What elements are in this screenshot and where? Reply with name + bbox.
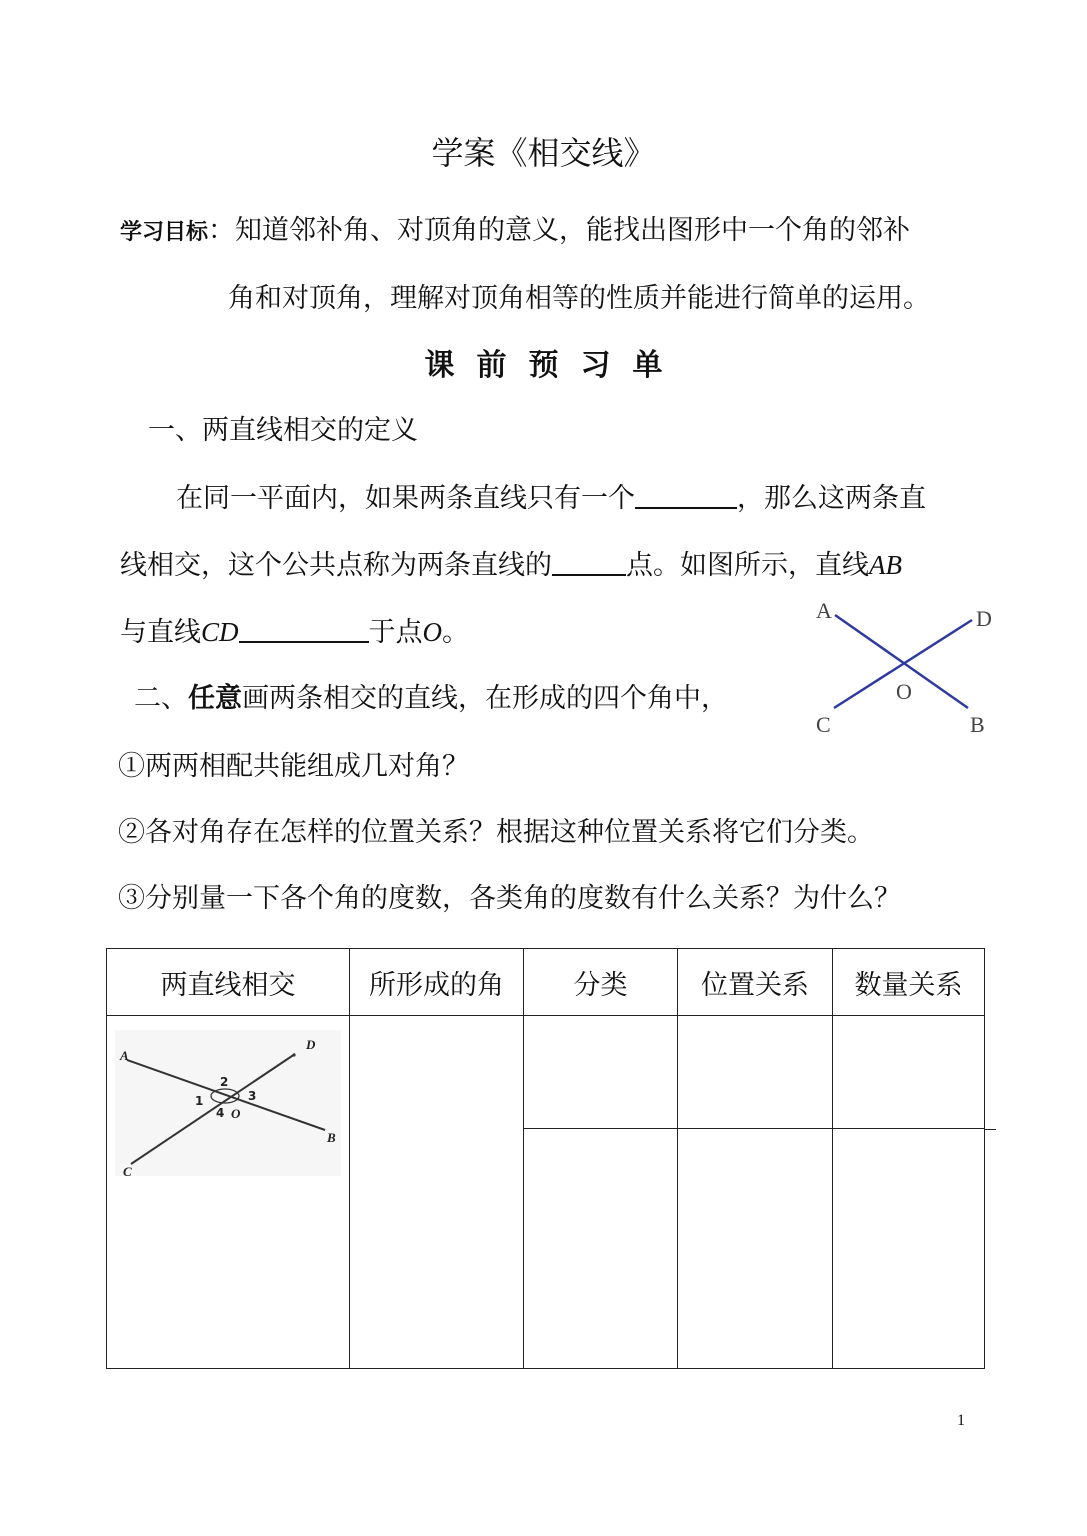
definition-text-1a: 在同一平面内，如果两条直线只有一个 <box>176 483 635 514</box>
page-number: 1 <box>957 1412 965 1429</box>
objective-line-1 <box>120 208 910 247</box>
question-3: ③分别量一下各个角的度数，各类角的度数有什么关系？为什么？ <box>118 883 901 914</box>
blank-3[interactable] <box>239 615 369 643</box>
quantity-relation-cell-2[interactable] <box>833 1129 985 1369</box>
objective-text-1: 知道邻补角、对顶角的意义，能找出图形中一个角的邻补 <box>235 215 911 246</box>
angles-diagram <box>107 1024 347 1184</box>
table-row <box>107 1016 985 1129</box>
section-1-heading: 一、两直线相交的定义 <box>148 415 418 446</box>
figure-label-c: C <box>816 712 831 737</box>
diagram-label-d: D <box>306 1037 316 1052</box>
position-relation-cell-2[interactable] <box>678 1129 833 1369</box>
position-relation-cell-1[interactable] <box>678 1016 833 1129</box>
section-2-prefix: 二、 <box>134 683 188 714</box>
diagram-label-b: B <box>327 1130 336 1145</box>
figure-label-a: A <box>816 598 832 623</box>
diagram-label-c: C <box>123 1164 132 1179</box>
blank-2[interactable] <box>552 548 626 576</box>
objective-colon: ： <box>208 215 236 246</box>
table-line-overhang <box>985 1129 996 1130</box>
line-cd-label: CD <box>201 617 239 647</box>
angles-table <box>106 948 985 1369</box>
section-2-text: 画两条相交的直线，在形成的四个角中， <box>242 683 728 714</box>
definition-text-3a: 与直线 <box>120 617 201 648</box>
objective-text-2: 角和对顶角，理解对顶角相等的性质并能进行简单的运用。 <box>228 283 930 314</box>
header-position-relation: 位置关系 <box>678 949 833 1016</box>
definition-line-1 <box>176 476 926 515</box>
definition-line-2 <box>120 543 902 582</box>
diagram-label-a: A <box>120 1048 129 1063</box>
question-2: ②各对角存在怎样的位置关系？根据这种位置关系将它们分类。 <box>118 817 874 848</box>
quantity-relation-cell-1[interactable] <box>833 1016 985 1129</box>
diagram-angle-4: 4 <box>216 1106 225 1120</box>
diagram-angle-2: 2 <box>220 1075 229 1089</box>
question-1: ①两两相配共能组成几对角？ <box>118 751 469 782</box>
section-2-heading <box>134 676 728 715</box>
figure-label-o: O <box>896 679 912 704</box>
objective-label: 学习目标 <box>120 220 209 245</box>
intersecting-lines-figure <box>800 590 1000 740</box>
header-angles-formed: 所形成的角 <box>350 949 524 1016</box>
definition-text-3b: 于点 <box>368 617 423 648</box>
definition-text-1b: ，那么这两条直 <box>737 483 926 514</box>
section-2-emphasis: 任意 <box>188 683 242 714</box>
classification-cell-1[interactable] <box>524 1016 678 1129</box>
definition-text-2a: 线相交，这个公共点称为两条直线的 <box>120 550 552 581</box>
section-subtitle: 课前预习单 <box>424 348 685 383</box>
point-o-label: O <box>422 617 443 647</box>
blank-1[interactable] <box>635 481 737 509</box>
header-classification: 分类 <box>524 949 678 1016</box>
header-quantity-relation: 数量关系 <box>833 949 985 1016</box>
line-ab-label: AB <box>869 550 902 580</box>
diagram-angle-1: 1 <box>195 1094 204 1108</box>
figure-label-d: D <box>976 606 992 631</box>
figure-label-b: B <box>970 712 985 737</box>
page-title: 学案《相交线》 <box>431 134 656 172</box>
definition-text-2b: 点。如图所示，直线 <box>626 550 869 581</box>
definition-text-3c: 。 <box>442 617 470 648</box>
definition-line-3 <box>120 610 469 649</box>
diagram-angle-3: 3 <box>248 1089 257 1103</box>
angles-formed-cell[interactable] <box>350 1016 524 1369</box>
header-intersection: 两直线相交 <box>107 949 350 1016</box>
diagram-label-o: O <box>231 1106 241 1121</box>
intersection-diagram-cell <box>107 1016 350 1369</box>
classification-cell-2[interactable] <box>524 1129 678 1369</box>
table-header-row <box>107 949 985 1016</box>
